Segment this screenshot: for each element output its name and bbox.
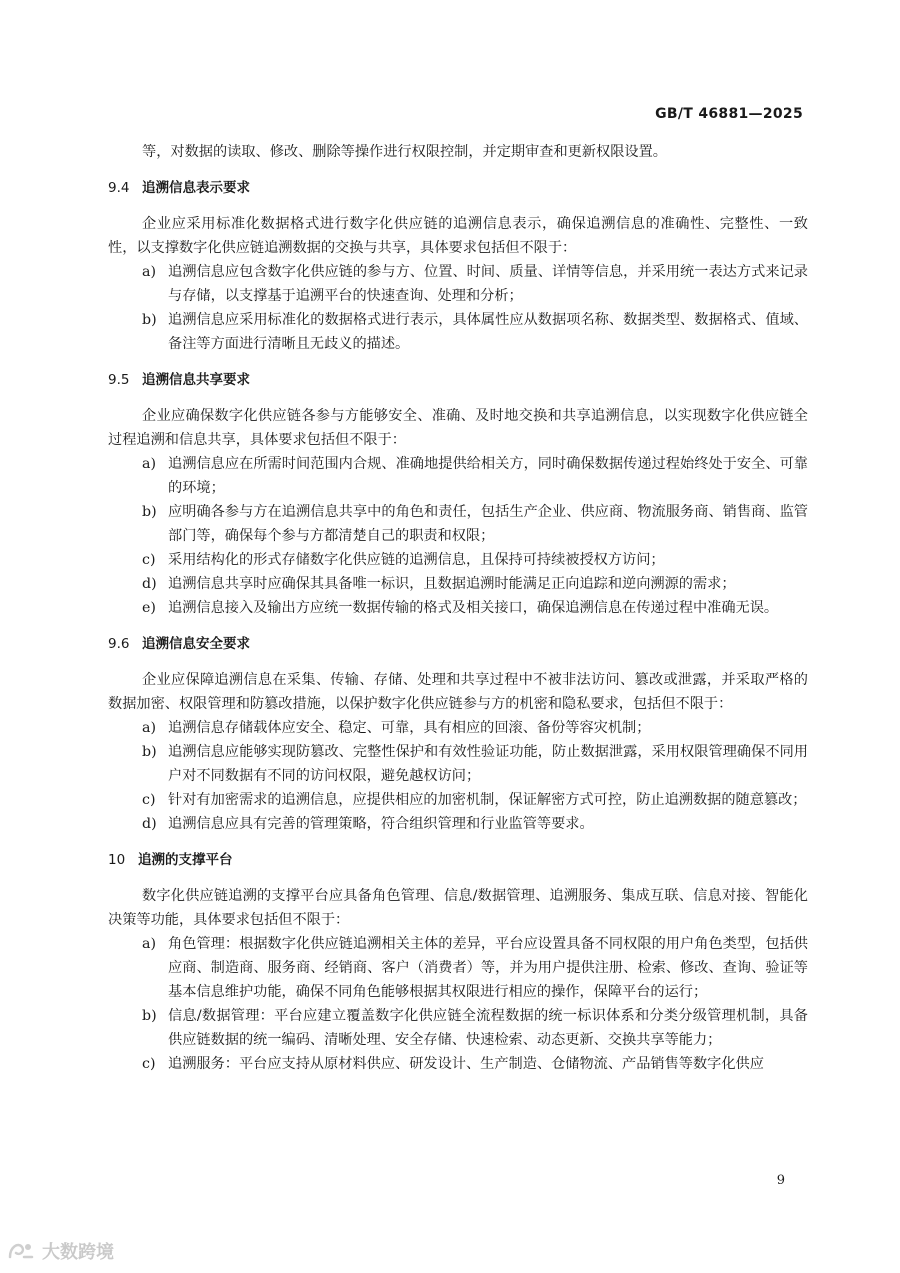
list-item (108, 500, 808, 548)
list-item-text: 针对有加密需求的追溯信息，应提供相应的加密机制，保证解密方式可控，防止追溯数据的随意篡改； (168, 792, 807, 808)
list-item (108, 308, 808, 356)
list-item-text: 追溯信息存储载体应安全、稳定、可靠，具有相应的回滚、备份等容灾机制； (168, 720, 651, 736)
list-marker: b) (142, 504, 157, 520)
list-marker: a) (142, 456, 156, 472)
intro-continuation: 等，对数据的读取、修改、删除等操作进行权限控制，并定期审查和更新权限设置。 (142, 144, 667, 160)
list-item (108, 548, 808, 572)
list-marker: b) (142, 312, 157, 328)
list-item-text: 追溯信息应在所需时间范围内合规、准确地提供给相关方，同时确保数据传递过程始终处于安全、可靠的环境； (168, 456, 808, 496)
list-item-text: 信息/数据管理：平台应建立覆盖数字化供应链全流程数据的统一标识体系和分类分级管理机制，具备供应链数据的统一编码、清晰处理、安全存储、快速检索、动态更新、交换共享等能力； (168, 1008, 808, 1048)
section-10-list (108, 932, 808, 1076)
list-item (108, 260, 808, 308)
list-item (108, 572, 808, 596)
section-9-4-paragraph: 企业应采用标准化数据格式进行数字化供应链的追溯信息表示，确保追溯信息的准确性、完整性、一致性，以支撑数字化供应链追溯数据的交换与共享，具体要求包括但不限于： (108, 216, 808, 256)
list-item (108, 596, 808, 620)
section-9-5-paragraph: 企业应确保数字化供应链各参与方能够安全、准确、及时地交换和共享追溯信息，以实现数字化供应链全过程追溯和信息共享，具体要求包括但不限于： (108, 408, 808, 448)
list-item (108, 932, 808, 1004)
section-9-5-list (108, 452, 808, 620)
page-content (108, 140, 808, 1076)
section-title: 追溯信息安全要求 (142, 636, 250, 652)
list-marker: b) (142, 744, 157, 760)
list-marker: c) (142, 552, 156, 568)
list-item-text: 追溯信息应采用标准化的数据格式进行表示，具体属性应从数据项名称、数据类型、数据格式、值域、备注等方面进行清晰且无歧义的描述。 (168, 312, 808, 352)
section-10-paragraph: 数字化供应链追溯的支撑平台应具备角色管理、信息/数据管理、追溯服务、集成互联、信息对接、智能化决策等功能，具体要求包括但不限于： (108, 888, 808, 928)
section-9-6-heading (108, 632, 808, 656)
list-item (108, 1052, 808, 1076)
list-item-text: 追溯信息应包含数字化供应链的参与方、位置、时间、质量、详情等信息，并采用统一表达方式来记录与存储，以支撑基于追溯平台的快速查询、处理和分析； (168, 264, 808, 304)
page-number: 9 (776, 1173, 785, 1188)
list-marker: c) (142, 792, 156, 808)
list-marker: a) (142, 720, 156, 736)
list-item-text: 应明确各参与方在追溯信息共享中的角色和责任，包括生产企业、供应商、物流服务商、销售商、监管部门等，确保每个参与方都清楚自己的职责和权限； (168, 504, 808, 544)
section-9-4-list (108, 260, 808, 356)
list-item-text: 追溯信息共享时应确保其具备唯一标识，且数据追溯时能满足正向追踪和逆向溯源的需求； (168, 576, 736, 592)
standard-code: GB/T 46881—2025 (655, 106, 803, 122)
section-number: 9.6 (108, 636, 130, 652)
section-number: 10 (108, 852, 126, 868)
list-item-text: 角色管理：根据数字化供应链追溯相关主体的差异，平台应设置具备不同权限的用户角色类型，包括供应商、制造商、服务商、经销商、客户（消费者）等，并为用户提供注册、检索、修改、查询、验证等基本信息维护功能，确保不同角色能够根据其权限进行相应的操作，保障平台的运行； (168, 936, 808, 1000)
list-marker: b) (142, 1008, 157, 1024)
list-marker: e) (142, 600, 156, 616)
list-item-text: 追溯信息应具有完善的管理策略，符合组织管理和行业监管等要求。 (168, 816, 594, 832)
list-item (108, 452, 808, 500)
section-9-4-heading (108, 176, 808, 200)
list-marker: a) (142, 264, 156, 280)
section-9-5-heading (108, 368, 808, 392)
watermark-text: 大数跨境 (42, 1242, 114, 1263)
list-item-text: 追溯服务：平台应支持从原材料供应、研发设计、生产制造、仓储物流、产品销售等数字化供应 (168, 1056, 764, 1072)
section-title: 追溯信息表示要求 (142, 180, 250, 196)
list-item-text: 采用结构化的形式存储数字化供应链的追溯信息，且保持可持续被授权方访问； (168, 552, 665, 568)
list-item-text: 追溯信息接入及输出方应统一数据传输的格式及相关接口，确保追溯信息在传递过程中准确无误。 (168, 600, 779, 616)
section-9-6-paragraph: 企业应保障追溯信息在采集、传输、存储、处理和共享过程中不被非法访问、篡改或泄露，并采取严格的数据加密、权限管理和防篡改措施，以保护数字化供应链参与方的机密和隐私要求，包括但不限于： (108, 672, 808, 712)
section-10-heading (108, 848, 808, 872)
list-item-text: 追溯信息应能够实现防篡改、完整性保护和有效性验证功能，防止数据泄露，采用权限管理确保不同用户对不同数据有不同的访问权限，避免越权访问； (168, 744, 808, 784)
watermark-logo-icon (6, 1239, 36, 1263)
section-number: 9.5 (108, 372, 130, 388)
watermark (6, 1238, 114, 1264)
section-title: 追溯的支撑平台 (138, 852, 233, 868)
list-item (108, 1004, 808, 1052)
section-number: 9.4 (108, 180, 130, 196)
list-marker: c) (142, 1056, 156, 1072)
list-item (108, 740, 808, 788)
list-item (108, 788, 808, 812)
list-marker: a) (142, 936, 156, 952)
section-9-6-list (108, 716, 808, 836)
section-title: 追溯信息共享要求 (142, 372, 250, 388)
list-item (108, 812, 808, 836)
list-item (108, 716, 808, 740)
list-marker: d) (142, 576, 157, 592)
list-marker: d) (142, 816, 157, 832)
